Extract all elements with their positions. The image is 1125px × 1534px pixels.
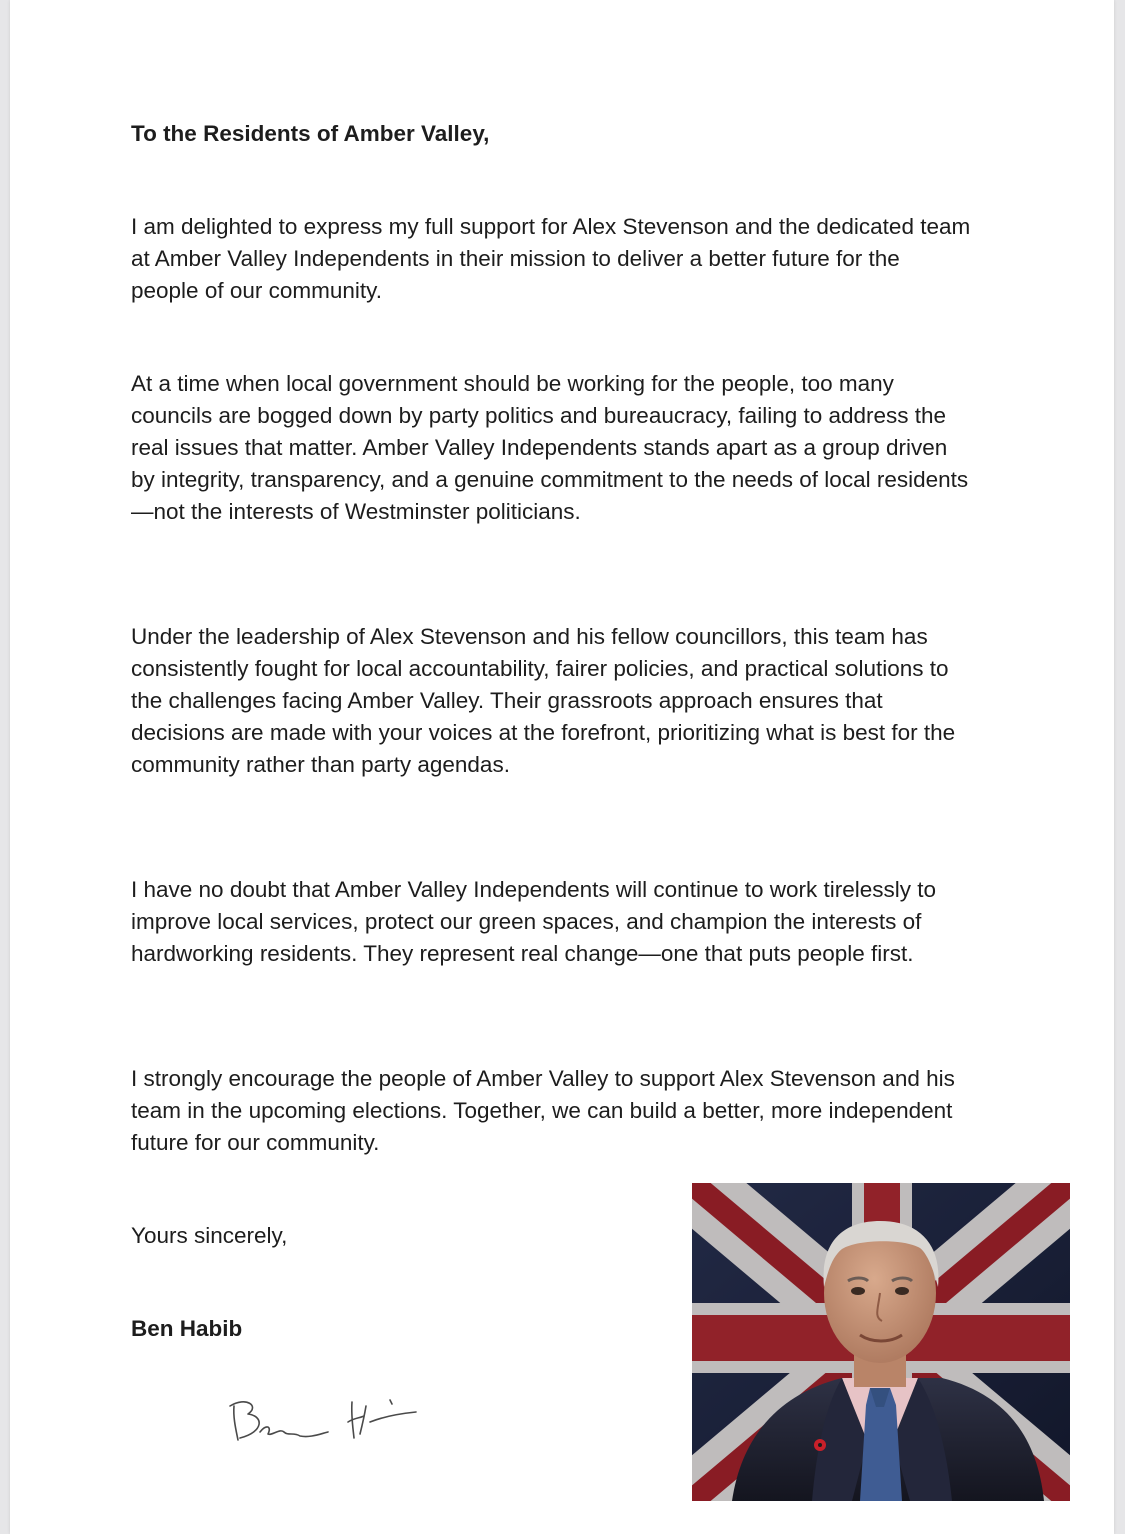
paragraph-1: I am delighted to express my full support for Alex Stevenson and the dedicated team at Amber Valley Independents in their mission to deliver a better future for the people of our community. [131, 214, 971, 303]
signature-icon [220, 1384, 450, 1454]
signatory-name: Ben Habib [131, 1316, 243, 1341]
paragraph-2: At a time when local government should be working for the people, too many councils are bogged down by party politics and bureaucracy, failing to address the real issues that matter. Amber Valley Independents stands apart as a group driven by integrity, transparency, and a genuine commitment to the needs of local residents—not the interests of Westminster politicians. [131, 371, 969, 524]
salutation: To the Residents of Amber Valley, [131, 121, 490, 146]
paragraph-3: Under the leadership of Alex Stevenson and his fellow councillors, this team has consistently fought for local accountability, fairer policies, and practical solutions to the challenges facing Amber Valley. Their grassroots approach ensures that decisions are made with your voices at the forefront, prioritizing what is best for the community rather than party agendas. [131, 624, 956, 777]
closing: Yours sincerely, [131, 1223, 288, 1248]
portrait-photo [692, 1183, 1070, 1501]
paragraph-5: I strongly encourage the people of Amber Valley to support Alex Stevenson and his team in the upcoming elections. Together, we can build a better, more independent future for our community. [131, 1066, 955, 1155]
paragraph-4: I have no doubt that Amber Valley Independents will continue to work tirelessly to improve local services, protect our green spaces, and champion the interests of hardworking residents. They represent real change—one that puts people first. [131, 877, 937, 966]
